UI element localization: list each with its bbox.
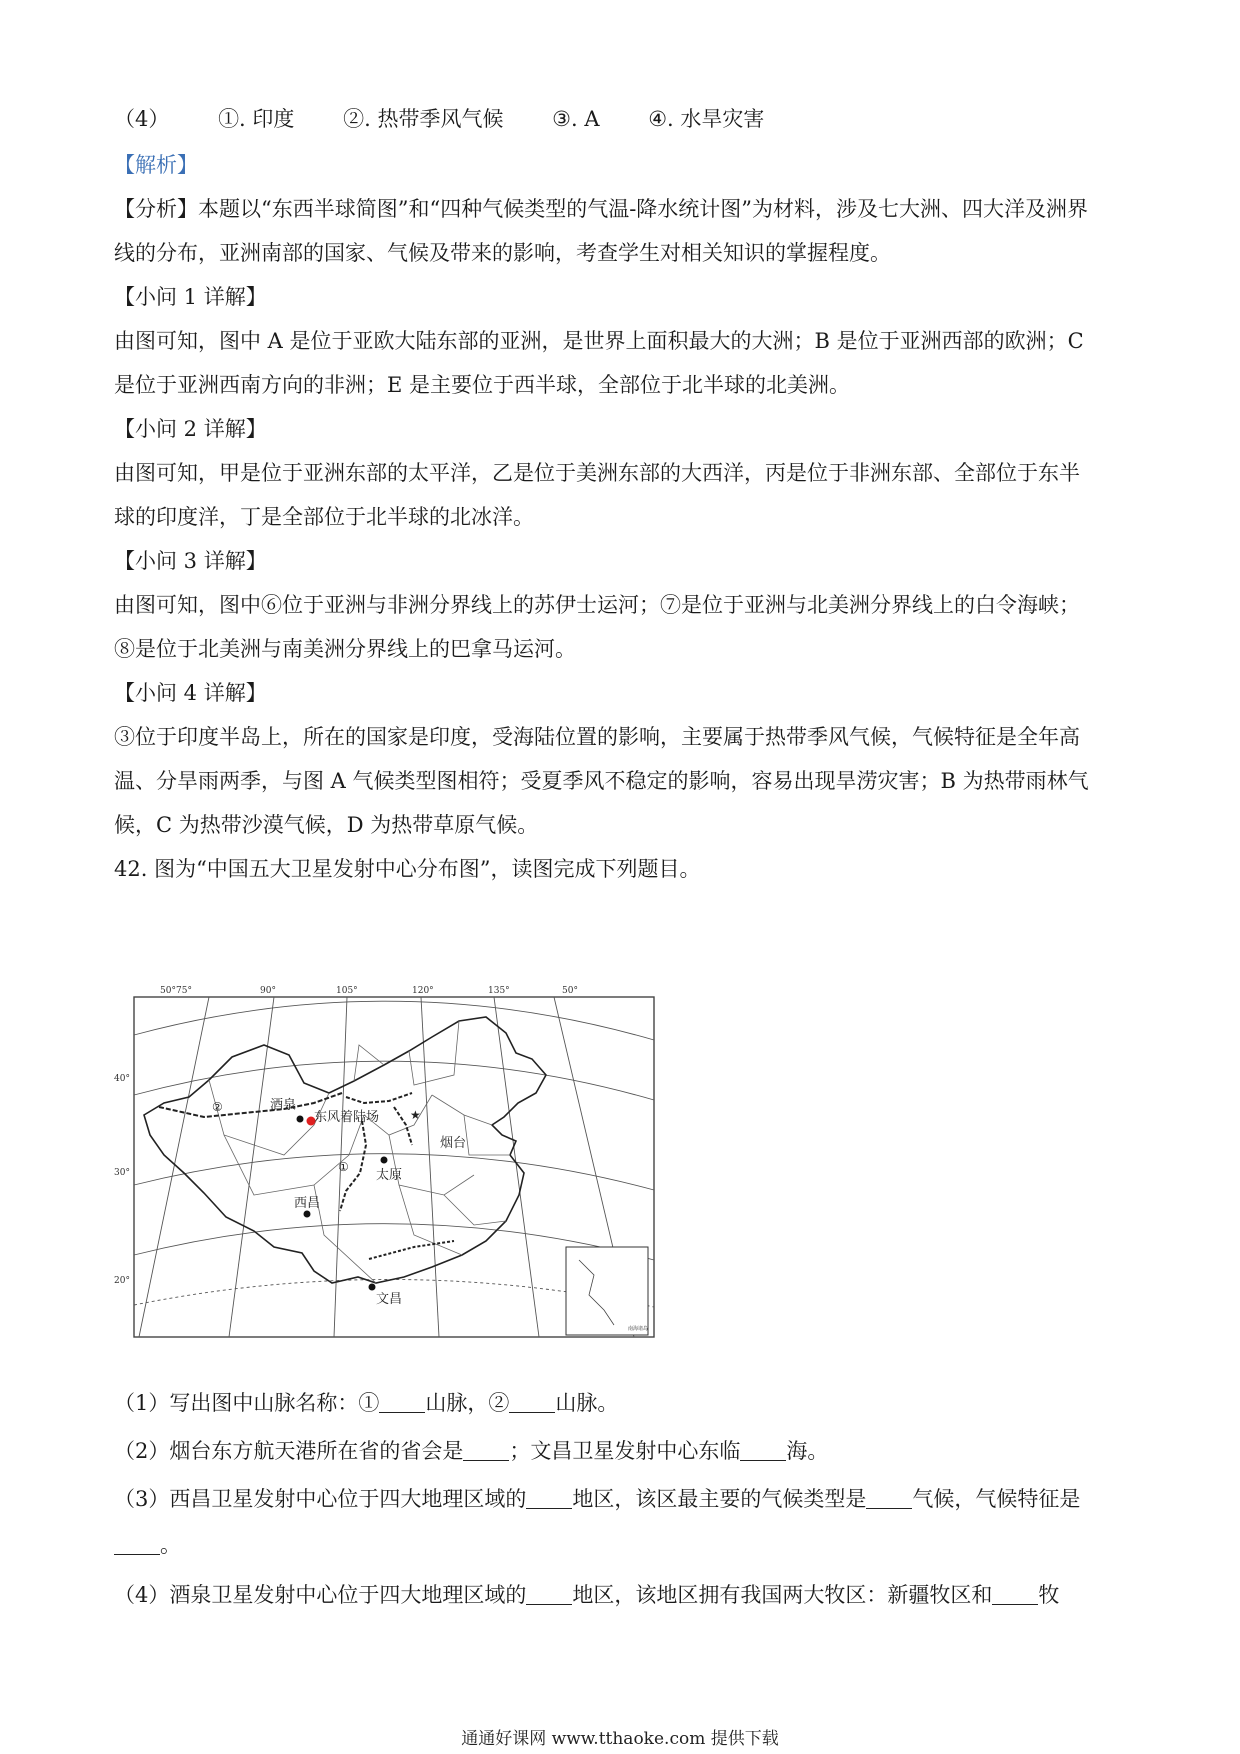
- answer-blank[interactable]: [114, 1534, 160, 1555]
- lat-label: 20°: [114, 1276, 130, 1286]
- answer-blank[interactable]: [463, 1440, 509, 1461]
- mountain-mark-2: ②: [212, 1100, 223, 1114]
- q42-part-1: （1）写出图中山脉名称：① 山脉，② 山脉。: [114, 1391, 619, 1415]
- sub4-line-3: 候，C 为热带沙漠气候，D 为热带草原气候。: [114, 813, 539, 837]
- sub4-line-2: 温、分旱雨两季，与图 A 气候类型图相符；受夏季风不稳定的影响，容易出现旱涝灾害；B 为热带雨林气: [114, 769, 1089, 793]
- answer-2: ②. 热带季风气候: [343, 107, 504, 131]
- lon-label: 135°: [488, 986, 510, 996]
- label-jiuquan: 酒泉: [270, 1098, 297, 1113]
- inset-label: 南海诸岛: [628, 1326, 649, 1332]
- sub2-line-2: 球的印度洋，丁是全部位于北半球的北冰洋。: [114, 505, 534, 529]
- q42-part-2: （2）烟台东方航天港所在省的省会是 ；文昌卫星发射中心东临 海。: [114, 1439, 829, 1463]
- answer-blank[interactable]: [992, 1584, 1038, 1605]
- analysis-line-2: 线的分布，亚洲南部的国家、气候及带来的影响，考查学生对相关知识的掌握程度。: [114, 241, 891, 265]
- answer-4: ④. 水旱灾害: [648, 107, 765, 131]
- label-dongfeng: 东风着陆场: [314, 1110, 380, 1125]
- mountain-mark-1: ①: [338, 1160, 349, 1174]
- sub3-heading: 【小问 3 详解】: [114, 549, 267, 573]
- q42-part-3-cont: 。: [114, 1530, 181, 1560]
- sub2-heading: 【小问 2 详解】: [114, 417, 267, 441]
- sub1-heading: 【小问 1 详解】: [114, 285, 267, 309]
- wenchang-dot: [369, 1284, 376, 1291]
- xichang-dot: [304, 1211, 311, 1218]
- lon-label: 75°: [176, 986, 192, 996]
- sub4-heading: 【小问 4 详解】: [114, 681, 267, 705]
- lon-label: 120°: [412, 986, 434, 996]
- taiyuan-dot: [381, 1157, 388, 1164]
- answer-blank[interactable]: [866, 1488, 912, 1509]
- sub3-line-2: ⑧是位于北美洲与南美洲分界线上的巴拿马运河。: [114, 637, 576, 661]
- sub4-line-1: ③位于印度半岛上，所在的国家是印度，受海陆位置的影响，主要属于热带季风气候，气候特征是全年高: [114, 725, 1080, 749]
- answer-blank[interactable]: [509, 1392, 555, 1413]
- answer-blank[interactable]: [526, 1584, 572, 1605]
- lat-label: 40°: [114, 1074, 130, 1084]
- sub1-line-1: 由图可知，图中 A 是位于亚欧大陆东部的亚洲，是世界上面积最大的大洲；B 是位于亚洲西部的欧洲；C: [114, 329, 1084, 353]
- q42-part-4: （4）酒泉卫星发射中心位于四大地理区域的 地区，该地区拥有我国两大牧区：新疆牧区和 牧: [114, 1583, 1060, 1607]
- china-launch-center-map: [114, 985, 664, 1355]
- question-42-stem: 42. 图为“中国五大卫星发射中心分布图”，读图完成下列题目。: [114, 857, 701, 881]
- sub3-line-1: 由图可知，图中⑥位于亚洲与非洲分界线上的苏伊士运河；⑦是位于亚洲与北美洲分界线上的白令海峡；: [114, 593, 1080, 617]
- sub2-line-1: 由图可知，甲是位于亚洲东部的太平洋，乙是位于美洲东部的大西洋，丙是位于非洲东部、全部位于东半: [114, 461, 1080, 485]
- label-wenchang: 文昌: [376, 1292, 403, 1307]
- answer-1: ①. 印度: [218, 107, 295, 131]
- sub1-line-2: 是位于亚洲西南方向的非洲；E 是主要位于西半球，全部位于北半球的北美洲。: [114, 373, 851, 397]
- q42-part-3: （3）西昌卫星发射中心位于四大地理区域的 地区，该区最主要的气候类型是 气候，气候特征是: [114, 1487, 1081, 1511]
- label-taiyuan: 太原: [376, 1168, 403, 1183]
- answer-blank[interactable]: [526, 1488, 572, 1509]
- page-footer: 通通好课网 www.tthaoke.com 提供下载: [461, 1729, 779, 1749]
- analysis-line-1: 【分析】本题以“东西半球简图”和“四种气候类型的气温-降水统计图”为材料，涉及七大洲、四大洋及洲界: [114, 197, 1089, 221]
- answer-blank[interactable]: [740, 1440, 786, 1461]
- lat-label: 30°: [114, 1168, 130, 1178]
- answer-blank[interactable]: [379, 1392, 425, 1413]
- beijing-star-icon: ★: [410, 1108, 421, 1122]
- jiexi-heading: 【解析】: [114, 153, 198, 177]
- lon-label: 50°: [160, 986, 176, 996]
- answer-3: ③. A: [552, 107, 600, 131]
- answer-line-4: [114, 104, 764, 134]
- south-sea-inset: [566, 1247, 648, 1335]
- lon-label: 90°: [260, 986, 276, 996]
- label-xichang: 西昌: [294, 1196, 321, 1211]
- jiuquan-dot: [297, 1116, 304, 1123]
- label-yantai: 烟台: [440, 1136, 467, 1151]
- lon-label: 50°: [562, 986, 578, 996]
- lon-label: 105°: [336, 986, 358, 996]
- answer-label: （4）: [114, 107, 170, 131]
